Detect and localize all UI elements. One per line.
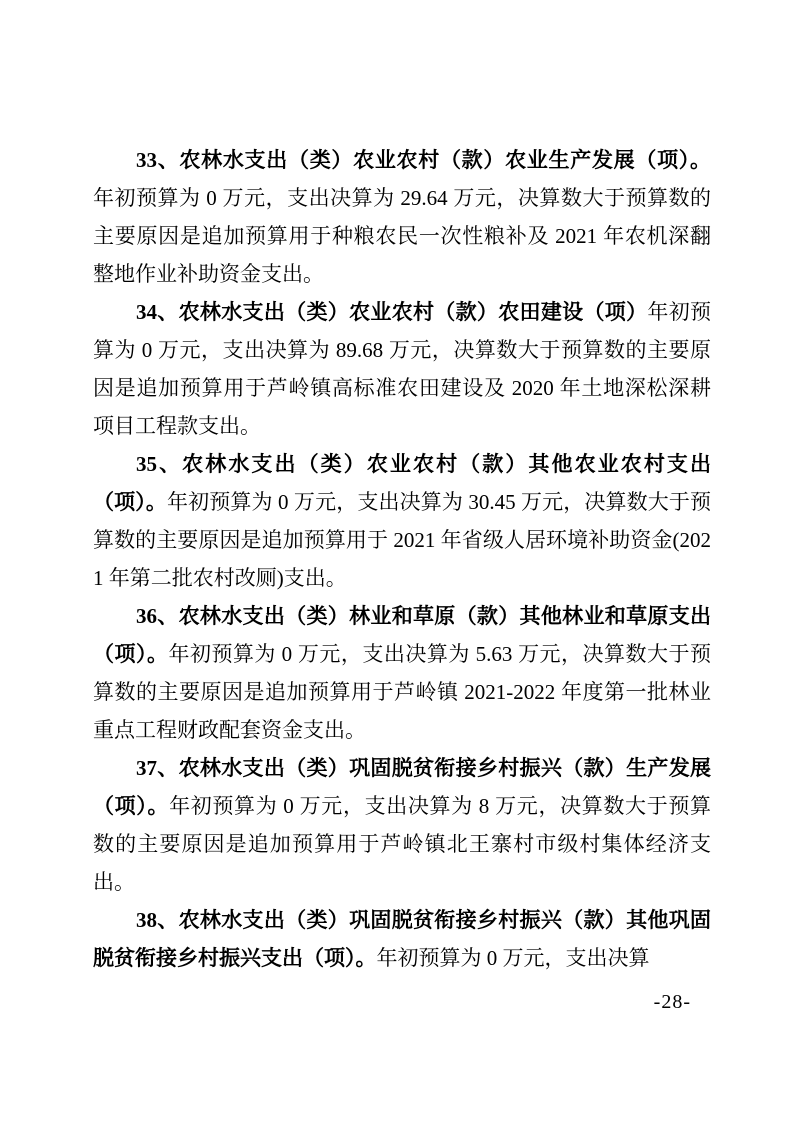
paragraph-34-heading: 34、农林水支出（类）农业农村（款）农田建设（项） <box>136 300 648 324</box>
paragraph-34 <box>93 293 711 445</box>
paragraph-33-body: 年初预算为 0 万元，支出决算为 29.64 万元，决算数大于预算数的主要原因是追加预算用于种粮农民一次性粮补及 2021 年农机深翻整地作业补助资金支出。 <box>93 186 711 286</box>
paragraph-35 <box>93 445 711 597</box>
page-number: -28- <box>653 991 691 1013</box>
paragraph-35-body: 年初预算为 0 万元，支出决算为 30.45 万元，决算数大于预算数的主要原因是追加预算用于 2021 年省级人居环境补助资金(2021 年第二批农村改厕)支出。 <box>93 490 712 590</box>
paragraph-38 <box>93 901 711 977</box>
paragraph-36-body: 年初预算为 0 万元，支出决算为 5.63 万元，决算数大于预算数的主要原因是追加预算用于芦岭镇 2021-2022 年度第一批林业重点工程财政配套资金支出。 <box>93 642 712 742</box>
paragraph-37-body: 年初预算为 0 万元，支出决算为 8 万元，决算数大于预算数的主要原因是追加预算用于芦岭镇北王寨村市级村集体经济支出。 <box>93 794 712 894</box>
paragraph-37-heading: 37、农林水支出（类）巩固脱贫衔接乡村振兴（款）生产发展（项）。 <box>93 756 711 818</box>
paragraph-34-body: 年初预算为 0 万元，支出决算为 89.68 万元，决算数大于预算数的主要原因是追加预算用于芦岭镇高标准农田建设及 2020 年土地深松深耕项目工程款支出。 <box>93 300 712 438</box>
paragraph-36 <box>93 597 711 749</box>
document-body-text <box>93 141 711 977</box>
paragraph-38-heading: 38、农林水支出（类）巩固脱贫衔接乡村振兴（款）其他巩固脱贫衔接乡村振兴支出（项）。 <box>93 908 711 970</box>
paragraph-36-heading: 36、农林水支出（类）林业和草原（款）其他林业和草原支出（项）。 <box>93 604 711 666</box>
paragraph-38-body: 年初预算为 0 万元，支出决算 <box>376 946 650 970</box>
paragraph-35-heading: 35、农林水支出（类）农业农村（款）其他农业农村支出（项）。 <box>93 452 711 514</box>
paragraph-37 <box>93 749 711 901</box>
paragraph-33 <box>93 141 711 293</box>
paragraph-33-heading: 33、农林水支出（类）农业农村（款）农业生产发展（项）。 <box>136 148 711 172</box>
